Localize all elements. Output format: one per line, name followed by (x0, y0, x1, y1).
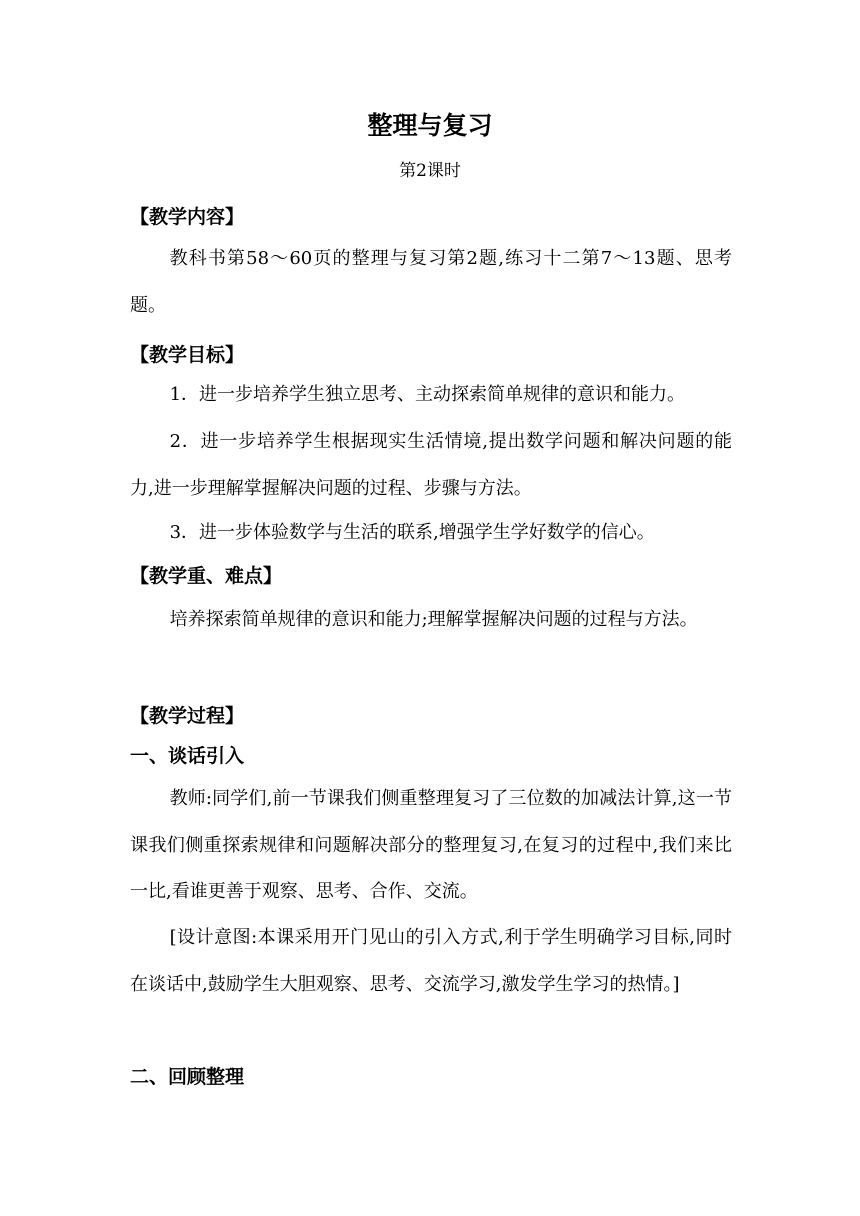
document-title: 整理与复习 (367, 111, 493, 140)
section-heading-key-points: 【教学重、难点】 (130, 565, 283, 587)
section-heading-process: 【教学过程】 (130, 705, 245, 727)
intro-paragraph: 教师:同学们,前一节课我们侧重整理复习了三位数的加减法计算,这一节课我们侧重探索规律和问题解决部分的整理复习,在复习的过程中,我们来比一比,看谁更善于观察、思考、合作、交流。 (130, 788, 732, 902)
goal-item-2: 2．进一步培养学生根据现实生活情境,提出数学问题和解决问题的能力,进一步理解掌握解决问题的过程、步骤与方法。 (130, 431, 732, 499)
content-paragraph: 教科书第58～60页的整理与复习第2题,练习十二第7～13题、思考题。 (130, 248, 732, 316)
key-points-paragraph: 培养探索简单规律的意识和能力;理解掌握解决问题的过程与方法。 (169, 609, 698, 630)
design-intent-note: [设计意图:本课采用开门见山的引入方式,利于学生明确学习目标,同时在谈话中,鼓励学生大胆观察、思考、交流学习,激发学生学习的热情。] (130, 927, 732, 995)
subsection-heading-review: 二、回顾整理 (130, 1066, 245, 1088)
subsection-heading-intro: 一、谈话引入 (130, 745, 245, 767)
goal-item-1: 1．进一步培养学生独立思考、主动探索简单规律的意识和能力。 (169, 384, 686, 405)
section-heading-goals: 【教学目标】 (130, 344, 245, 366)
lesson-subtitle: 第2课时 (399, 161, 461, 181)
section-heading-content: 【教学内容】 (130, 206, 245, 228)
goal-item-3: 3．进一步体验数学与生活的联系,增强学生学好数学的信心。 (169, 522, 655, 543)
